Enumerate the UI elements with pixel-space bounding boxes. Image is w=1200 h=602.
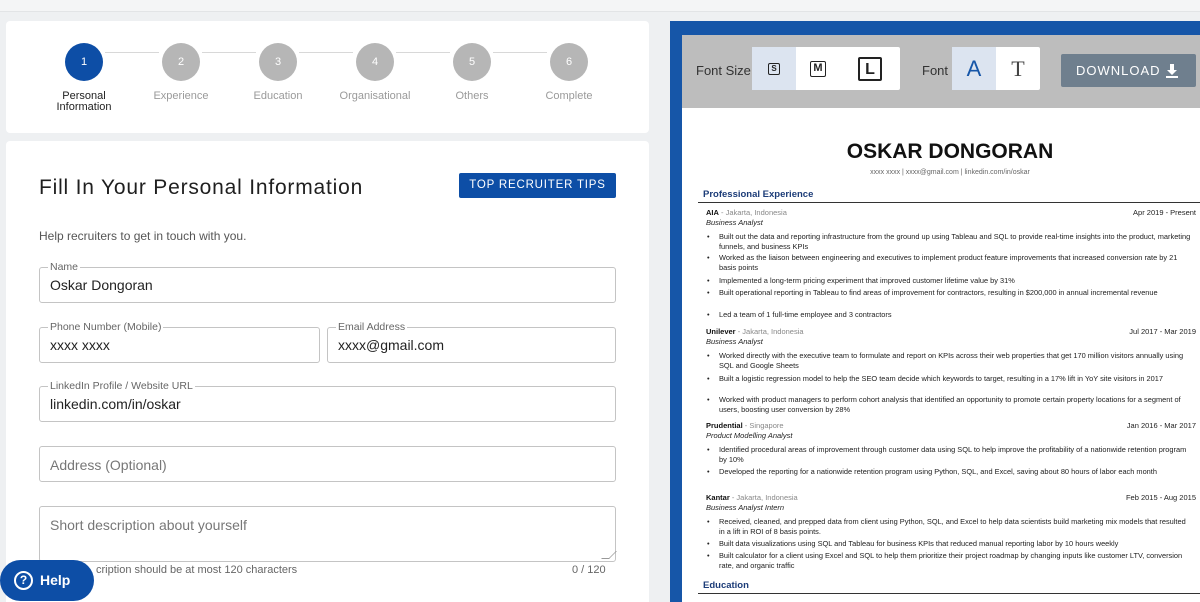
step-number: 1 xyxy=(65,43,103,81)
resume-document xyxy=(682,108,1200,602)
font-size-medium-option[interactable] xyxy=(796,47,840,90)
job-dates: Jan 2016 - Mar 2017 xyxy=(1126,421,1196,430)
step-label: Personal Information xyxy=(56,90,112,113)
preview-toolbar xyxy=(682,35,1200,108)
linkedin-field[interactable] xyxy=(39,380,616,422)
step-label: Education xyxy=(253,90,303,102)
job-location: - Jakarta, Indonesia xyxy=(729,493,798,502)
job-location: - Jakarta, Indonesia xyxy=(735,327,804,336)
step-education[interactable] xyxy=(228,43,328,102)
font-size-selector xyxy=(752,47,900,90)
resume-name: OSKAR DONGORAN xyxy=(846,140,1054,163)
job-header xyxy=(706,493,1196,502)
phone-label: Phone Number (Mobile) xyxy=(50,321,162,333)
job-location: - Jakarta, Indonesia xyxy=(718,208,787,217)
question-icon: ? xyxy=(14,571,33,590)
linkedin-label: LinkedIn Profile / Website URL xyxy=(50,380,193,392)
job-dates: Jul 2017 - Mar 2019 xyxy=(1129,327,1196,336)
step-complete[interactable] xyxy=(519,43,619,102)
resize-handle-icon[interactable] xyxy=(601,551,617,559)
job-bullet: • Identified procedural areas of improvement through customer data using SQL to help improve the profitability of a nationwide retention program by 10% xyxy=(719,445,1191,464)
help-label: Help xyxy=(40,572,71,588)
job-bullet: • Implemented a long-term pricing experiment that improved customer lifetime value by 31% xyxy=(719,276,1191,286)
character-counter: 0 / 120 xyxy=(572,564,606,576)
description-textarea[interactable] xyxy=(39,506,616,562)
download-button[interactable] xyxy=(1061,54,1196,87)
step-number: 5 xyxy=(453,43,491,81)
name-label: Name xyxy=(50,261,79,273)
phone-value: xxxx xxxx xyxy=(50,337,110,353)
download-icon xyxy=(1166,64,1178,78)
job-company: Kantar xyxy=(706,493,730,502)
name-field[interactable] xyxy=(39,261,616,303)
section-divider xyxy=(698,593,1200,594)
phone-field[interactable] xyxy=(39,321,320,363)
progress-stepper xyxy=(6,21,649,133)
job-company: AIA xyxy=(706,208,719,217)
address-placeholder: Address (Optional) xyxy=(50,457,167,473)
font-size-large-icon: L xyxy=(858,57,882,81)
name-value: Oskar Dongoran xyxy=(50,277,153,293)
description-hint: cription should be at most 120 characters xyxy=(96,564,298,576)
job-bullet: • Built out the data and reporting infrastructure from the ground up using Tableau and SQL to provide real-time insights into the product, marketing funnels, and business KPIs xyxy=(719,232,1191,251)
description-placeholder: Short description about yourself xyxy=(50,517,247,533)
job-company: Unilever xyxy=(706,327,736,336)
step-label: Experience xyxy=(153,90,209,102)
font-selector xyxy=(952,47,1040,90)
address-field[interactable] xyxy=(39,446,616,482)
job-role: Business Analyst xyxy=(706,337,763,346)
step-experience[interactable] xyxy=(131,43,231,102)
download-label: DOWNLOAD xyxy=(1076,63,1161,78)
job-location: - Singapore xyxy=(742,421,784,430)
job-dates: Apr 2019 - Present xyxy=(1133,208,1196,217)
job-company: Prudential xyxy=(706,421,743,430)
step-number: 6 xyxy=(550,43,588,81)
job-bullet: • Built data visualizations using SQL and Tableau for business KPIs that reduced manual reporting labor by 10 hours weekly xyxy=(719,539,1191,549)
step-label: Organisational xyxy=(339,90,411,102)
job-bullet: • Built operational reporting in Tableau to find areas of improvement for contractors, resulting in $200,000 in annual incremental revenue xyxy=(719,288,1191,298)
font-size-small-option[interactable] xyxy=(752,47,796,90)
job-bullet: • Worked as the liaison between engineering and executives to implement product feature improvements that increased conversion rate by 21 basis points xyxy=(719,253,1191,272)
job-bullet: • Worked directly with the executive team to formulate and report on KPIs across their web properties that get 170 million visitors annually using SQL and Google Sheets xyxy=(719,351,1191,370)
page-title: Fill In Your Personal Information xyxy=(39,176,364,199)
font-label: Font xyxy=(922,63,949,78)
step-label: Complete xyxy=(545,90,593,102)
resume-section-experience: Professional Experience xyxy=(703,189,814,200)
job-role: Product Modelling Analyst xyxy=(706,431,793,440)
step-number: 3 xyxy=(259,43,297,81)
job-bullet: • Received, cleaned, and prepped data from client using Python, SQL, and Excel to help data scientists build marketing mix models that resulted in a lift in ROI of 8 basis points. xyxy=(719,517,1191,536)
font-size-large-option[interactable] xyxy=(840,47,900,90)
top-bar xyxy=(0,0,1200,12)
section-divider xyxy=(698,202,1200,203)
job-header xyxy=(706,327,1196,336)
email-value: xxxx@gmail.com xyxy=(338,337,445,353)
job-header xyxy=(706,421,1196,430)
font-size-label: Font Size xyxy=(696,63,751,78)
font-sans-option[interactable]: A xyxy=(952,47,996,90)
job-bullet: • Worked with product managers to perform cohort analysis that identified an opportunity to promote certain property locations for a segment of users, boosting user conversion by 28% xyxy=(719,395,1191,414)
top-recruiter-tips-button[interactable]: TOP RECRUITER TIPS xyxy=(459,173,616,198)
resume-contact: xxxx xxxx | xxxx@gmail.com | linkedin.com/in/oskar xyxy=(870,169,1030,176)
help-button[interactable] xyxy=(0,560,94,601)
job-bullet: • Led a team of 1 full-time employee and 3 contractors xyxy=(719,310,1191,320)
job-header xyxy=(706,208,1196,217)
job-bullet: • Built a logistic regression model to help the SEO team decide which keywords to target, resulting in a 17% lift in YoY site visitors in 2017 xyxy=(719,374,1191,384)
step-others[interactable] xyxy=(422,43,522,102)
resume-section-education: Education xyxy=(703,580,749,591)
font-serif-option[interactable]: T xyxy=(1011,56,1025,81)
job-role: Business Analyst Intern xyxy=(706,503,785,512)
email-field[interactable] xyxy=(327,321,616,363)
linkedin-value: linkedin.com/in/oskar xyxy=(50,396,181,412)
personal-info-form xyxy=(6,141,649,602)
email-label: Email Address xyxy=(338,321,406,333)
step-organisational[interactable] xyxy=(325,43,425,102)
step-number: 4 xyxy=(356,43,394,81)
font-size-small-icon: S xyxy=(768,63,780,75)
job-bullet: • Built calculator for a client using Excel and SQL to help them prioritize their project roadmap by changing inputs like customer LTV, conversion rate, and organic traffic xyxy=(719,551,1191,570)
font-size-medium-icon: M xyxy=(810,61,826,77)
step-personal-information[interactable] xyxy=(34,43,134,113)
step-label: Others xyxy=(455,90,489,102)
form-subtitle: Help recruiters to get in touch with you. xyxy=(39,229,247,243)
job-dates: Feb 2015 - Aug 2015 xyxy=(1125,493,1196,502)
job-bullet: • Developed the reporting for a nationwide retention program using Python, SQL, and Excel, saving about 80 hours of labor each month xyxy=(719,467,1191,477)
step-number: 2 xyxy=(162,43,200,81)
job-role: Business Analyst xyxy=(706,218,763,227)
